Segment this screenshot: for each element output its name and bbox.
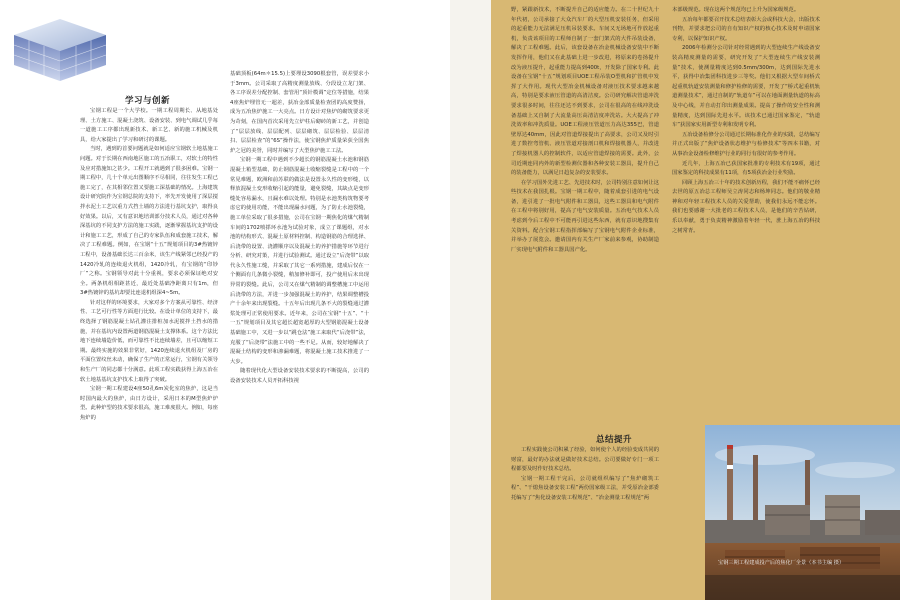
right-column-1-bottom: [511, 446, 659, 566]
right-column-1: [511, 6, 659, 426]
paragraph: 野，紧跟新技术，不断提升自己的适应能力。在二十世纪九十年代初，公司承接了大众汽车厂的大型压机安装任务，但采用的起重能力无法满足压机吊装要求。车间又无场地可作放起重机，负责该项目的工程师自制了一套门架式的大件吊装设备，解决了工程难题。此后，该套设备在冶金机械设备安装中不断发挥作用，他们又在此基础上进一步改进，将原来的卷扬提升改为液压提升，起重能力提高到400t，开发除了国家专利。此设备在宝钢“十五”规划项目UOE工程吊装O型机和扩管机中发挥了大作用。现代大型冶金机械设备对液压技术要求越来越高，特别是要求液压管道的高清洁度。公司研究解决管道冲洗要求很多时间，往往还达不到要求，公司在很高的在线冲洗设备基础上又自制了大流量高压高清洁度冲洗站。大大提高了冲洗效率和冲洗质量。UOE工程液压管道压力高达355巴，管道壁厚达40mm，因此对管道焊接提出了高要求，公司又及时引进了数控弯管机、液压管道对接剖口机和焊接机器人，并改进了焊接机器人的控制软件，以适应管道焊接的需要。此外，公司近期连同内外的新型检测仪器和各种安装工器具，提升自己的装备能力，以满足日趋复杂的安装要求。: [511, 7, 659, 177]
paragraph: 宝钢一期工程干完后，公司就组织编写了“焦炉砌筑工程”、“干熄焦设备安装工程”两份国家级工法，并受原冶金部委托编写了“焦化设备安装工程规范”、“冶金测量工程规范”两: [511, 475, 659, 501]
paragraph: 宝钢一期工程中遇到不少超长的钢筋混凝土水池和钢筋混凝土箱型基础，防止钢筋混凝土收缩裂缝是工程中的一个常见难题，欧洲和前苏联的做法是设置永久性的变形缝，以释放混凝土变形收缩引起的能量，避免裂缝，其缺点是变形缝处容易漏水，且漏水难以处理。特别是水池类构筑物要考虑它的使用功能，不能出现漏水问题，为了防止水池裂缝，施工单位采取了很多措施，公司在宝钢一期焦化的煤气精制车间的1702喷搽环水池为试验对象，成立了课题组，对水池的结构形式、混凝土原材料控制、构造钢筋的合理选择、后浇带的设置、浇灌顺序以及混凝土的养护措施等环节进行分析、研究对策，并进行试验测试。通过设立“后浇带”以取代永久性施工缝，并采取了其它一系列措施，建成后仅在一个侧面有几条微小裂缝，稍加修补即可，投产使用后未出现异常的裂缝。此后，公司又在煤气精制的调整槽施工中运用后浇带的方法，并进一步加强混凝土的养护，结果调整槽投产十余年来出现裂缝。十五年后出现几条不大的裂缝通过灌浆处理可正常使用要求。近年来，公司在宝钢“十五”、“十一五”规划项目及其它超长超宽超厚的大型钢筋混凝土设备基础施工中，又进一步以“跳仓法”施工来取代“后浇带”法，克服了“后浇带”法施工中的一些不足。从而，较好地解决了混凝土结构的变形和渗漏难题，将混凝土施工技术推进了一大步。: [230, 157, 369, 365]
paragraph: 2006年检测分公司针对经常遇到的大型连续生产线设备安装高精度测量的需要，研究开发了“大型连续生产线安装测量”技术，使测量精度达到0.5mm/300m，达到国际先进水平，获得中冶集团科技进步三等奖。他们又根据大型车间桥式起重机轨道安装测量和修护检修的需要，开发了“桥式起重机轨道测量技术”，通过自制的“轨道车”可以在地面测量轨道的标高及中心线，并自动打印出测量成果。提高了操作的安全性和测量精度，达到国际先进水平。该技术已通过国家鉴定，“轨道车”获国家实用新型专利和发明专利。: [672, 45, 820, 129]
photo-caption: 宝钢三期工程建成投产后的焦化厂全景（本书主编 摄）: [718, 560, 845, 566]
paragraph: 在学习国外先进工艺、先进技术时，公司特别注意如何让这些技术在我国扎根。宝钢一期工程中，随着成套引进的电气设备，进引进了一批电气附件和工器具，这些工器具和电气附件在工程中将别好用，提高了电气安装质量。五冶电气技术人员考虑到今后工程中不可能再引进这些东西，就有意识地搜集有关资料。配合宝钢工程指挥部编写了宝钢电气附件企业标准，并举办了展览会。邀请国内有关生产厂家前来参观，协助制造厂实现电气附件和工器具国产化。: [511, 179, 659, 253]
paragraph: 回顾上海五冶三十年的技术创新历程，我们不能不痛怀已经去世的原五冶总工程师吴立涛同志和杨坤同志。他们的敬业精神和对年轻工程技术人员的关爱帮助，使我们永远不能忘怀。我们也要感谢一大批老的工程技术人员，是他们的辛苦钻研，乐以奉献，勇于负责精神激励着年轻一代，蔗上海五冶的科技之树常青。: [672, 179, 820, 234]
paragraph: 近几年，上海五冶已获国家批准的专利技术有19项，通过国家鉴定的科技成果有11项，有5项获冶金行业奖励。: [672, 160, 820, 177]
plant-photo: [705, 425, 900, 600]
left-column-1: [80, 107, 218, 597]
paragraph: 基础顶板(64m＊15.5)上要埋设3090根套管，误差要求小于3mm。公司采取了高精度测量放线、分段设立龙门架、各工序误差分配控制、套管用“顶针模调”定位等措施，结果4座焦炉埋管无一超差，获冶金部质量检查团的高度赞扬，成为五冶焦炉施工一大亮点。日方设计对焦炉的砌筑要求更为苛刻，在国内首次采用先立炉柱后砌砖的新工艺，并创造了“层层放线、层层配列、层层砌筑、层层检验、层层清扫、层层检查”的“6S”操作法，使宝钢焦炉质量荣获全国焦炉之冠的美誉，同时并编写了大型焦炉施工工法。: [230, 71, 369, 154]
section-title-summary: 总结提升: [596, 435, 633, 445]
paragraph: 针对这样的环境要求，大家对多个方案从可靠性、经济性、工艺可行性等方面进行比较。在设计单位的支持下，最终选择了钢筋混凝土钻孔灌注排桩加水泥搅拌土挡水的措施，并在基坑内设置两道钢筋混凝土支撑体系。这个方法比地下连续墙造价低，而可靠性不比连续墙差，且可以缩短工期。最终实施的效果非常好，1420连续退火机组及厂房的平面位置纹丝未动，确保了生产的正常运行，宝钢有关领导和生产厂的同志都十分满意。此项工程实践获得上海五冶在软土地基基坑支护技术上取得了突破。: [80, 299, 218, 383]
paragraph: 本部级规范。现在这两个规范均已上升为国家级规范。: [672, 7, 800, 13]
paragraph: 工程实践使公司积累了经验，如何使个人的经验变成共同的财富，最好的办法就是做好技术总结。公司要做好专门一项工程都要及时作好技术总结。: [511, 447, 659, 473]
paragraph: 宝钢一期工程建设4座50孔6m炭化室的焦炉，这是当时国内最大的焦炉，由日方设计，采用日本的M型焦炉炉型。此种炉型的技术要求很高，施工难度很大。例如，每座焦炉的: [80, 386, 218, 421]
left-column-2: [230, 70, 369, 597]
paragraph: 宝钢工程是一个大学校。一期工程周期长、从地基处理、土方施工、混凝土浇筑、设备安装、到电气调试几乎每一道施工工序都出现新技术、新工艺、新的施工机械及机具，给大家提出了学习和研讨的课题。: [80, 108, 218, 143]
right-page: [450, 0, 900, 600]
paragraph: 五冶每年都要召开技术总结表彰大会或科技大会，出版技术刊物，并要求把公司的自有知识产权的核心技术及时申请国家专利，以保护知识产权。: [672, 16, 820, 42]
paragraph: 当时，遇到的首要问题就是如何适应宝钢软土地基施工问题。对于长期在西南地区施工的五冶职工，对软土的特性及应对措施知之甚少。工程开工就遇到了很多困难。宝钢一期工程中，几十个单元出图顺序不尽相同，往往发生工程已施工完了，在其相邻位置又要施工深基础的情况。上海建筑设计研究院作为宝钢总院的支持下，率先开发使用了深层搅拌水泥土工艺以重力式挡土墙的方法进行基坑支护，取得良好效果。以后，又有意识地培训部分技术人员，通过对各种深基坑的不同支护方法的施工实践，逐渐掌握基坑支护的设计和施工工艺，形成了自己的专家队伍和成套施工技术，解决了工程难题。例如，在宝钢“十五”规划项目的3#热镀锌工程中，设备基础长达三百余米，该生产线紧邻已经投产的1420冷轧的连续退火机组，1420冷轧，有宝钢的“印钞厂”之称。宝钢领导对此十分重视，要求必须保证绝对安全。两条机组相距甚近，最近处基础净距离只有1m，但3#热镀锌的基坑却要比连退机组深4~5m。: [80, 146, 218, 297]
paragraph: 五冶设备检修分公司通过长期标准化作业的实践，总结编写并正式出版了“焦炉设备状态维护与检修技术”等四本书籍，对从事冶金设备检修维护行业的同行有很好的参考作用。: [672, 131, 820, 157]
paragraph: 随着现代化大型设备安装技术要求的不断提高，公司的设备安装技术人员开拓科技视: [230, 368, 369, 384]
section-title-learning: 学习与创新: [125, 96, 171, 106]
decorative-cube-graphic: [6, 15, 114, 83]
right-column-2: [672, 6, 820, 416]
